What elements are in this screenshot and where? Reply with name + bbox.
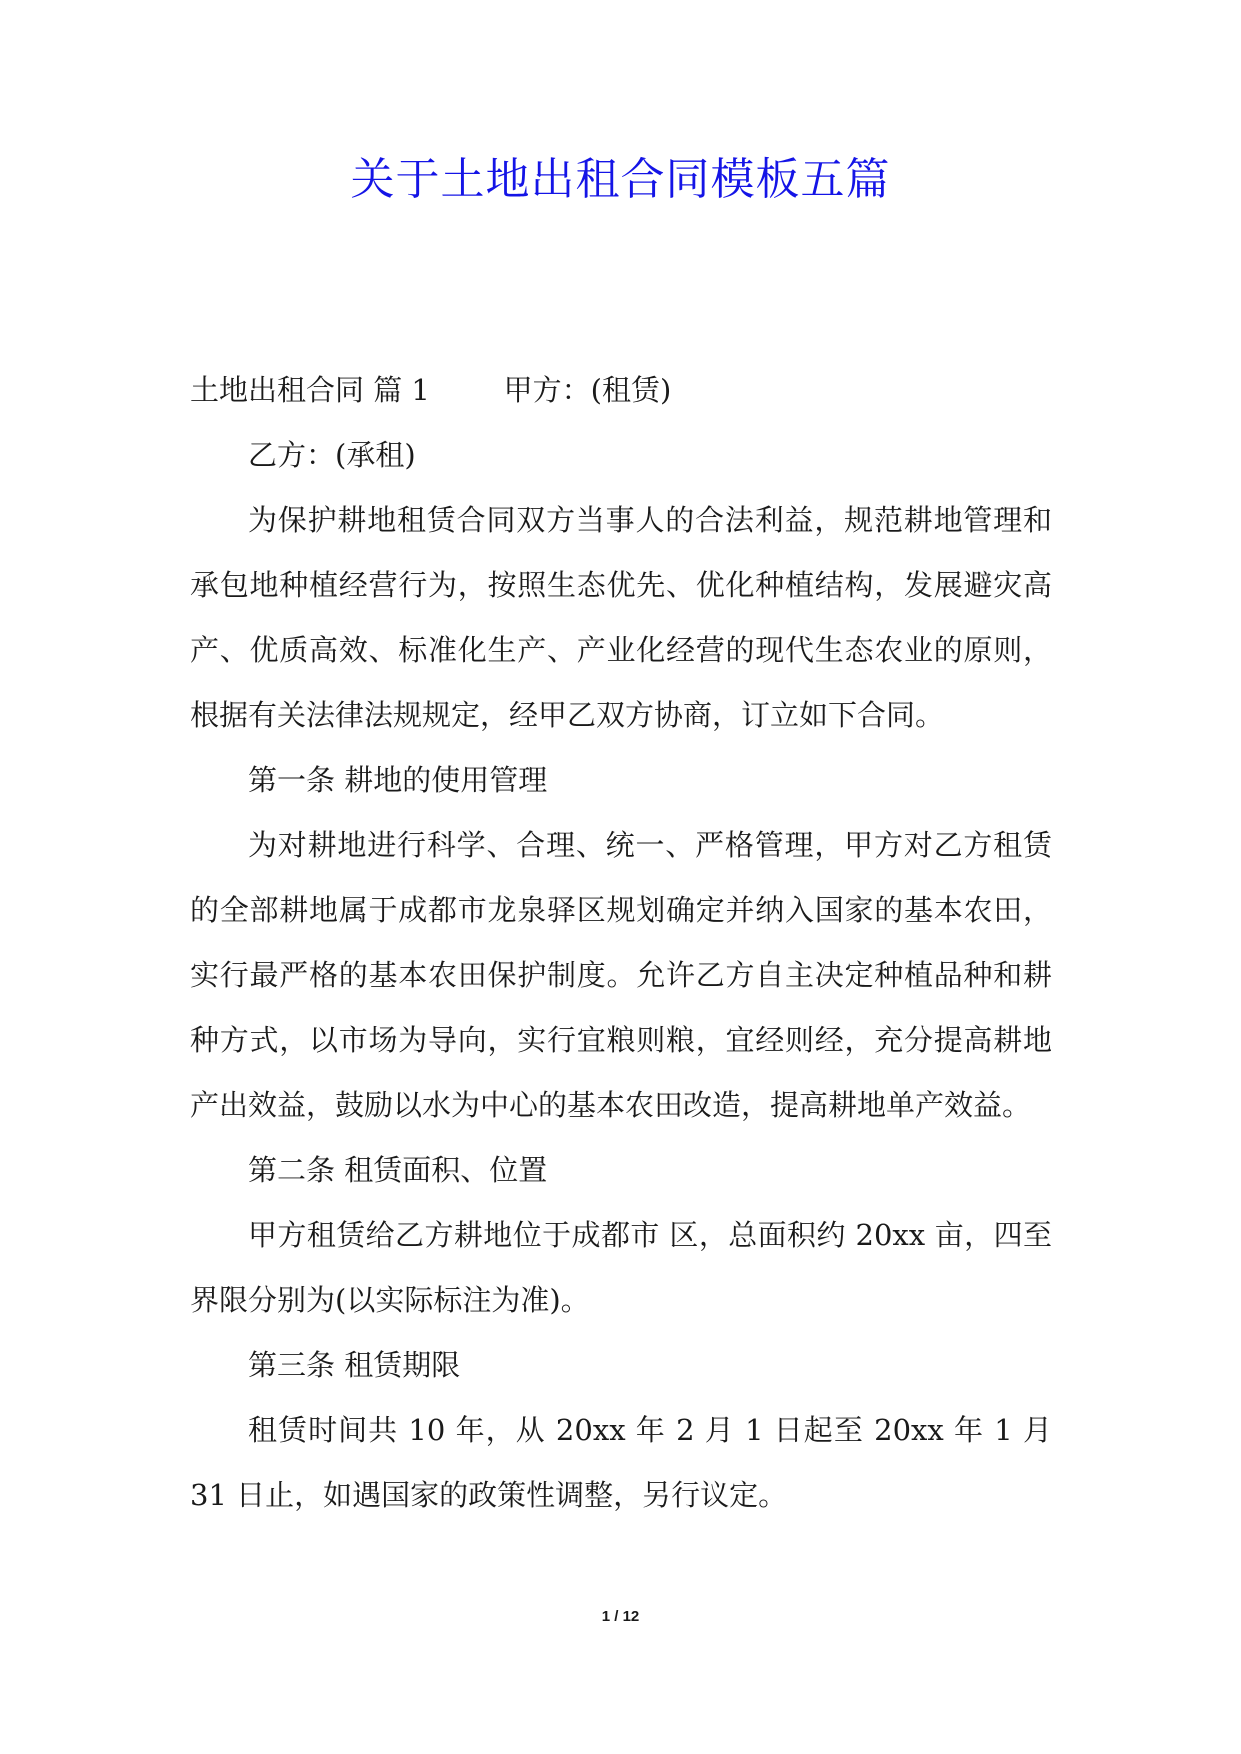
article-3-paragraph: 租赁时间共 10 年，从 20xx 年 2 月 1 日起至 20xx 年 1 月 31 日止，如遇国家的政策性调整，另行议定。 (190, 1413, 1052, 1512)
article-2-heading: 第二条 租赁面积、位置 (248, 1153, 548, 1187)
preamble-paragraph: 为保护耕地租赁合同双方当事人的合法利益，规范耕地管理和承包地种植经营行为，按照生态优先、优化种植结构，发展避灾高产、优质高效、标准化生产、产业化经营的现代生态农业的原则，根据有关法律法规规定，经甲乙双方协商，订立如下合同。 (190, 503, 1052, 732)
party-a-label: 甲方：(租赁) (503, 373, 672, 407)
article-1-heading: 第一条 耕地的使用管理 (248, 763, 548, 797)
party-b-line: 乙方：(承租) (248, 438, 416, 472)
document-body (190, 358, 1052, 1528)
article-1-paragraph: 为对耕地进行科学、合理、统一、严格管理，甲方对乙方租赁的全部耕地属于成都市龙泉驿区规划确定并纳入国家的基本农田，实行最严格的基本农田保护制度。允许乙方自主决定种植品种和耕种方式，以市场为导向，实行宜粮则粮，宜经则经，充分提高耕地产出效益，鼓励以水为中心的基本农田改造，提高耕地单产效益。 (190, 828, 1052, 1122)
contract-first-line (190, 358, 1052, 423)
article-3-heading: 第三条 租赁期限 (248, 1348, 461, 1382)
article-2-paragraph: 甲方租赁给乙方耕地位于成都市 区，总面积约 20xx 亩，四至界限分别为(以实际标注为准)。 (190, 1218, 1052, 1317)
contract-section-label: 土地出租合同 篇 1 (190, 373, 430, 407)
page-number: 1 / 12 (601, 1608, 640, 1625)
document-title: 关于土地出租合同模板五篇 (350, 154, 891, 205)
